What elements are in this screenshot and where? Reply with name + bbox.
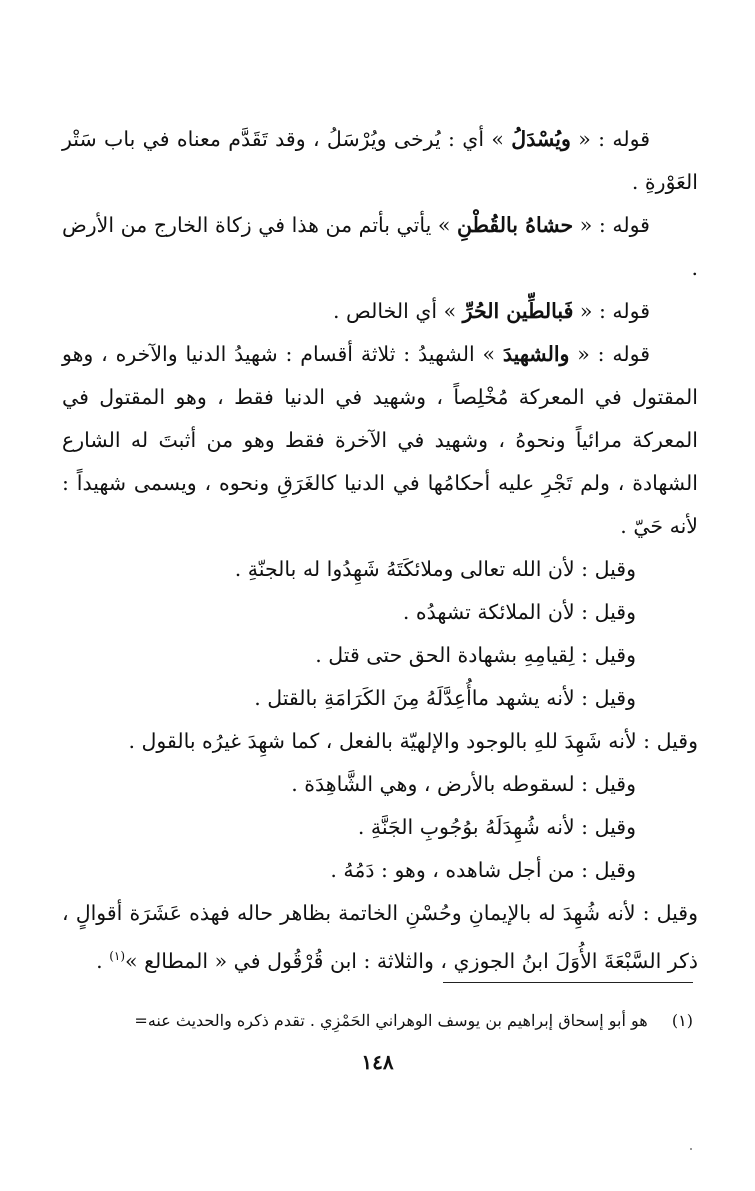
final-end: . [96, 948, 110, 973]
paragraph-hashahu [62, 204, 698, 290]
explanation-text: » أي : يُرخى ويُرْسَلُ ، وقد تَقَدَّم معناه في باب سَتْر العَوْرةِ . [62, 127, 698, 194]
qil-line: وقيل : لأن الملائكة تشهدُه . [402, 600, 636, 624]
footnote-reference: (١) [109, 949, 126, 963]
qil-line: وقيل : لِقيامِهِ بشهادة الحق حتى قتل . [315, 643, 636, 667]
quote-prefix: قوله : « [573, 299, 650, 323]
explanation-text: » أي الخالص . [333, 299, 463, 323]
quoted-term: فَبالطِّين الحُرِّ [462, 299, 574, 323]
quoted-term: والشهيدَ [502, 342, 570, 366]
qil-line: وقيل : لأنه شَهِدَ للهِ بالوجود والإلهيّة بالفعل ، كما شهِدَ غيرُه بالقول . [128, 729, 698, 753]
page-number: ١٤٨ [361, 1050, 394, 1074]
paragraph-tin [62, 290, 698, 333]
scan-speck [690, 1148, 692, 1150]
qil-line: وقيل : لأنه شُهِدَلَهُ بوُجُوبِ الجَنَّةِ . [357, 815, 636, 839]
quote-prefix: قوله : « [573, 213, 650, 237]
qil-line: وقيل : لأنه يشهد ماأُعِدَّلَهُ مِنَ الكَرَامَةِ بالقتل . [254, 686, 636, 710]
explanation-text: » يأتي بأتم من هذا في زكاة الخارج من الأرض . [62, 213, 698, 280]
footnote-separator [443, 982, 693, 983]
qil-line: وقيل : من أجل شاهده ، وهو : دَمُهُ . [330, 858, 636, 882]
qil-line: وقيل : لأن الله تعالى وملائكَتَهُ شَهِدُوا له بالجنّةِ . [234, 557, 636, 581]
page-body [62, 118, 698, 983]
qil-line: وقيل : لسقوطه بالأرض ، وهي الشَّاهِدَة . [291, 772, 636, 796]
footnote-text: هو أبو إسحاق إبراهيم بن يوسف الوهراني الحَمْزِي . تقدم ذكره والحديث عنه= [134, 1011, 648, 1030]
paragraph-yusdal [62, 118, 698, 204]
paragraph-shahid [62, 333, 698, 548]
footnote [53, 1008, 693, 1034]
quoted-term: حشاهُ بالقُطْنِ [457, 213, 574, 237]
quote-prefix: قوله : « [570, 127, 650, 151]
quote-prefix: قوله : « [569, 342, 651, 366]
footnote-marker: (١) [671, 1011, 693, 1030]
explanation-text: » الشهيدُ : ثلاثة أقسام : شهيدُ الدنيا والآخره ، وهو المقتول في المعركة مُخْلِصاً ، وشهيد في الدنيا فقط ، وهو المقتول في المعركة مرائياً ونحوهُ ، وشهيد في الآخرة فقط وهو من أثبتَ له الشارع الشهادة ، ولم تَجْرِ عليه أحكامُها في الدنيا كالغَرَقِ ونحوه ، ويسمى شهيداً : لأنه حَيّ . [62, 342, 698, 538]
final-text: وقيل : لأنه شُهِدَ له بالإيمانِ وحُسْنِ الخاتمة بظاهر حاله فهذه عَشَرَة أقوالٍ ، ذكر السَّبْعَةَ الأُوَلَ ابنُ الجوزي ، والثلاثة : ابن قُرْقُول في « المطالع » [62, 901, 698, 973]
paragraph-final [62, 892, 698, 983]
quoted-term: ويُسْدَلُ [511, 127, 571, 151]
